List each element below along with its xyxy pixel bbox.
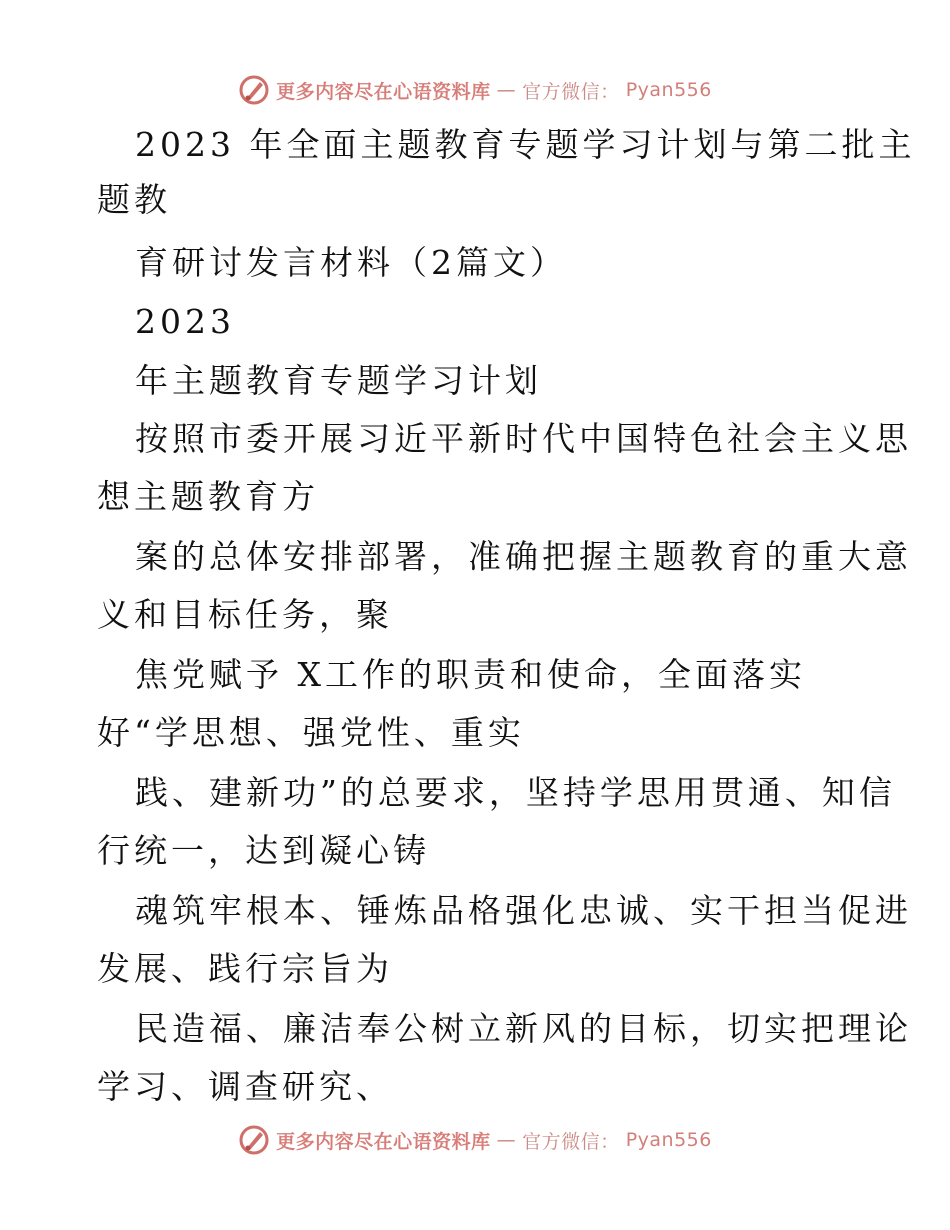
- watermark-brand: 更多内容尽在心语资料库: [276, 1130, 491, 1153]
- text-line: 案的总体安排部署，准确把握主题教育的重大意: [135, 537, 912, 576]
- footer-watermark: [0, 1120, 950, 1160]
- text-line: 按照市委开展习近平新时代中国特色社会主义思: [135, 419, 912, 458]
- watermark-brand: 更多内容尽在心语资料库: [276, 80, 491, 103]
- watermark-separator: —: [496, 79, 517, 101]
- text-line: 2023: [135, 302, 235, 341]
- text-line: 发展、践行宗旨为: [97, 949, 393, 988]
- title-line-2: 题教: [97, 180, 171, 219]
- text-line: 民造福、廉洁奉公树立新风的目标，切实把理论: [135, 1009, 912, 1048]
- watermark-separator: —: [496, 1129, 517, 1151]
- text-line: 行统一，达到凝心铸: [97, 831, 430, 870]
- text-line: 好“学思想、强党性、重实: [97, 713, 525, 752]
- quill-seal-icon: [238, 74, 270, 106]
- section-heading: 年主题教育专题学习计划: [135, 361, 542, 400]
- text-line: 践、建新功”的总要求，坚持学思用贯通、知信: [135, 773, 896, 812]
- text-line: 想主题教育方: [97, 477, 319, 516]
- text-line: 学习、调查研究、: [97, 1067, 393, 1106]
- text-line: 焦党赋予 X工作的职责和使命，全面落实: [135, 655, 806, 694]
- watermark-account: Pyan556: [625, 1129, 712, 1151]
- text-line: 义和目标任务，聚: [97, 595, 393, 634]
- title-line-3: 育研讨发言材料（2篇文）: [135, 243, 567, 282]
- quill-seal-icon: [238, 1124, 270, 1156]
- watermark-account: Pyan556: [625, 79, 712, 101]
- header-watermark: [0, 70, 950, 110]
- title-line-1: 2023 年全面主题教育专题学习计划与第二批主: [135, 125, 916, 164]
- text-line: 魂筑牢根本、锤炼品格强化忠诚、实干担当促进: [135, 891, 912, 930]
- watermark-label: 官方微信：: [522, 1130, 620, 1153]
- watermark-label: 官方微信：: [522, 80, 620, 103]
